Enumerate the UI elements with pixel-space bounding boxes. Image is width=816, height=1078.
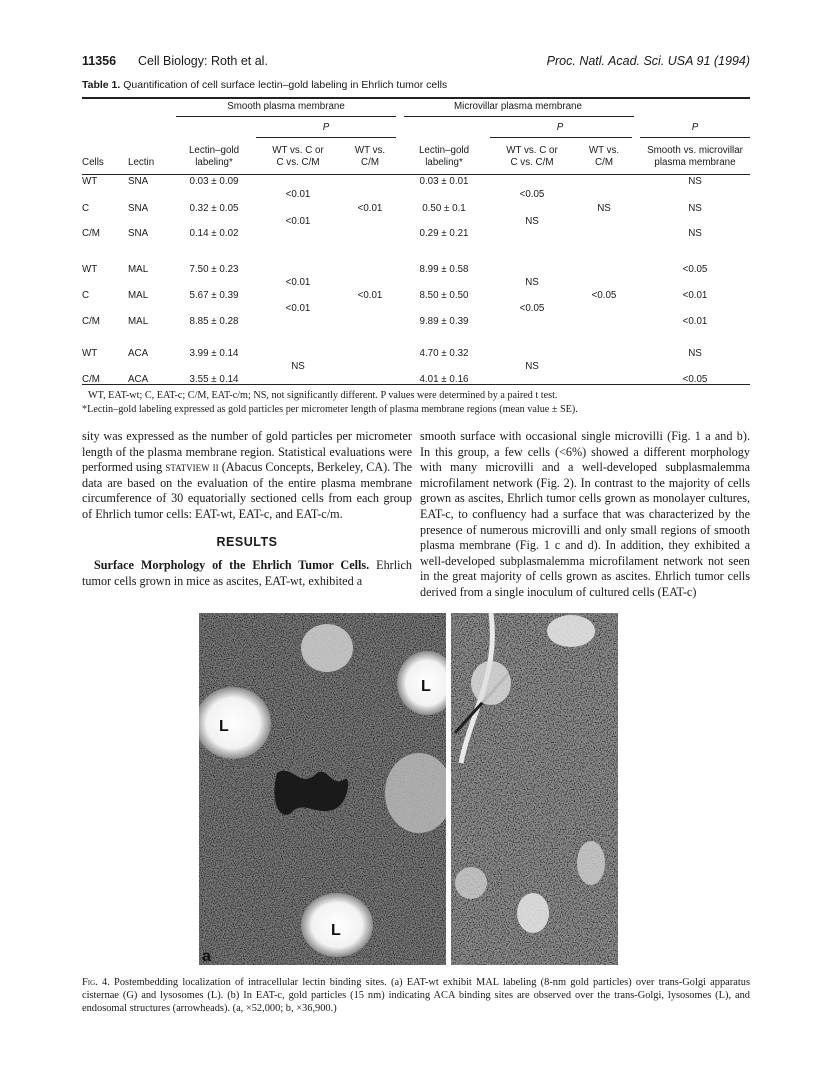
table-cell-svm: NS [688, 348, 702, 359]
page-number: 11356 [82, 54, 117, 68]
running-header [82, 54, 750, 70]
table-cell-smooth: 3.99 ± 0.14 [189, 348, 239, 359]
table-cell-micro: 0.50 ± 0.1 [422, 203, 466, 214]
p-header-smooth: P [322, 122, 330, 133]
col-wtc-header-micro: WT vs. C or C vs. C/M [506, 145, 558, 168]
table-cell-svm: <0.05 [682, 264, 708, 275]
col-svm-header: Smooth vs. microvillar plasma membrane [647, 145, 743, 168]
col-lectin-header: Lectin [128, 157, 155, 168]
p-value: <0.05 [591, 290, 617, 301]
results-paragraph: Surface Morphology of the Ehrlich Tumor Cells. Ehrlich tumor cells grown in mice as ascites, EAT-wt, exhibited a [82, 558, 412, 588]
p-value: <0.01 [285, 216, 311, 227]
p-rule-micro [490, 137, 632, 138]
p-value: <0.05 [519, 189, 545, 200]
col-wtc-header-smooth: WT vs. C or C vs. C/M [272, 145, 324, 168]
table-cell-smooth: 8.85 ± 0.28 [189, 316, 239, 327]
lysosome-label: L [421, 678, 431, 695]
p-value: NS [525, 216, 539, 227]
figure-label: Fig. 4. [82, 977, 110, 988]
group-microvillar-rule [404, 116, 634, 117]
table-cell-smooth: 0.14 ± 0.02 [189, 228, 239, 239]
lysosome-shape [547, 615, 595, 647]
table-title: Quantification of cell surface lectin–gold labeling in Ehrlich tumor cells [123, 79, 448, 91]
figure-panel-b [451, 613, 618, 965]
p-value: NS [597, 203, 611, 214]
p-value: <0.01 [357, 290, 383, 301]
p-value: NS [525, 277, 539, 288]
table-footnote-abbrev: WT, EAT-wt; C, EAT-c; C/M, EAT-c/m; NS, not significantly different. P values were determined by a paired t test. [88, 390, 558, 401]
p-value: <0.01 [285, 303, 311, 314]
p-header-svm: P [691, 122, 699, 133]
p-value: NS [291, 361, 305, 372]
table-cell-micro: 4.70 ± 0.32 [419, 348, 469, 359]
table-cell-svm: NS [688, 176, 702, 187]
journal-citation: Proc. Natl. Acad. Sci. USA 91 (1994) [546, 54, 750, 68]
col-wtcm-header-smooth: WT vs. C/M [354, 145, 386, 168]
panel-letter: a [202, 948, 211, 965]
p-value: <0.01 [357, 203, 383, 214]
table-cell-svm: NS [688, 203, 702, 214]
table-cell-lectin: SNA [128, 228, 149, 239]
figure-caption-text: Postembedding localization of intracellular lectin binding sites. (a) EAT-wt exhibit MAL labeling (8-nm gold particles) over trans-Golgi apparatus cisternae (G) and lysosomes (L). (b) In EAT-c, gold particles (15 nm) indicating ACA binding sites are observed over the trans-Golgi, lysosomes (L), and endosomal structures (arrowheads). (a, ×52,000; b, ×36,900.) [82, 977, 750, 1014]
micrograph-a [199, 613, 446, 965]
table-cell-lectin: MAL [128, 316, 149, 327]
results-heading: RESULTS [216, 534, 278, 549]
table-cell-micro: 8.50 ± 0.50 [419, 290, 469, 301]
table-cell-cells: C/M [82, 228, 100, 239]
software-name: statview ii [165, 460, 219, 475]
subsection-heading: Surface Morphology of the Ehrlich Tumor Cells. [94, 558, 370, 573]
group-microvillar-heading: Microvillar plasma membrane [454, 101, 582, 112]
table-cell-svm: <0.01 [682, 290, 708, 301]
p-value: <0.01 [285, 277, 311, 288]
p-rule-svm [640, 137, 750, 138]
table-cell-micro: 9.89 ± 0.39 [419, 316, 469, 327]
table-cell-micro: 0.29 ± 0.21 [419, 228, 469, 239]
table-cell-smooth: 5.67 ± 0.39 [189, 290, 239, 301]
section-title: Cell Biology: Roth et al. [138, 54, 268, 68]
group-smooth-rule [176, 116, 396, 117]
table-cell-micro: 8.99 ± 0.58 [419, 264, 469, 275]
micrograph-b [451, 613, 618, 965]
table-cell-svm: <0.01 [682, 316, 708, 327]
table-cell-cells: C/M [82, 374, 100, 385]
table-cell-lectin: MAL [128, 290, 149, 301]
col-cells-header: Cells [82, 157, 104, 168]
table-cell-lectin: ACA [128, 374, 149, 385]
col-labeling-header-smooth: Lectin–gold labeling* [188, 145, 240, 168]
figure-panel-a [199, 613, 446, 965]
table-cell-cells: WT [82, 264, 98, 275]
body-column-right [420, 429, 750, 601]
results-paragraph-continued: smooth surface with occasional single microvilli (Fig. 1 a and b). In this group, a few cells (<6%) showed a different morphology with many microvilli and a well-developed subplasmalemma microfilament network (Fig. 2). In contrast to the majority of cells grown as ascites, Ehrlich tumor cells grown as monolayer cultures, EAT-c, to confluency had a surface that was characterized by the presence of numerous microvilli and only small regions of smooth plasma membrane (Fig. 1 c and d). In addition, they exhibited a well-developed subplasmalemma microfilament network not seen in the great majority of cells grown as ascites. Ehrlich tumor cells derived from a single inoculum of cultured cells (EAT-c) [420, 429, 750, 599]
table-cell-svm: <0.05 [682, 374, 708, 385]
table-cell-micro: 4.01 ± 0.16 [419, 374, 469, 385]
table-cell-cells: WT [82, 176, 98, 187]
body-column-left [82, 429, 412, 589]
table-cell-micro: 0.03 ± 0.01 [419, 176, 469, 187]
table-caption [82, 79, 447, 91]
table-cell-smooth: 3.55 ± 0.14 [189, 374, 239, 385]
table-cell-cells: C [82, 203, 90, 214]
col-labeling-header-micro: Lectin–gold labeling* [418, 145, 470, 168]
figure-caption [82, 976, 750, 1015]
table-cell-lectin: SNA [128, 176, 149, 187]
table-cell-lectin: SNA [128, 203, 149, 214]
table-cell-smooth: 0.32 ± 0.05 [189, 203, 239, 214]
table-cell-cells: C/M [82, 316, 100, 327]
table-cell-svm: NS [688, 228, 702, 239]
table-top-rule [82, 97, 750, 99]
table-cell-lectin: MAL [128, 264, 149, 275]
table-cell-lectin: ACA [128, 348, 149, 359]
p-rule-smooth [256, 137, 396, 138]
table-cell-smooth: 0.03 ± 0.09 [189, 176, 239, 187]
col-wtcm-header-micro: WT vs. C/M [588, 145, 620, 168]
p-value: <0.05 [519, 303, 545, 314]
table-cell-cells: C [82, 290, 90, 301]
lysosome-label: L [331, 922, 341, 939]
table-cell-smooth: 7.50 ± 0.23 [189, 264, 239, 275]
p-value: NS [525, 361, 539, 372]
table-cell-cells: WT [82, 348, 98, 359]
table-header-rule [82, 174, 750, 175]
methods-paragraph: sity was expressed as the number of gold particles per micrometer length of the plasma membrane region. Statistical evaluations were performed using statview ii (Abacus Concepts, Berkeley, CA). The data are based on the evaluation of the entire plasma membrane circumference of 30 equatorially sectioned cells from each group of Ehrlich tumor cells: EAT-wt, EAT-c, and EAT-c/m. [82, 429, 413, 521]
p-header-micro: P [556, 122, 564, 133]
p-value: <0.01 [285, 189, 311, 200]
table-label: Table 1. [82, 79, 121, 91]
lysosome-label: L [219, 718, 229, 735]
table-footnote-labeling: *Lectin–gold labeling expressed as gold particles per micrometer length of plasma membrane regions (mean value ± SE). [82, 404, 578, 415]
group-smooth-heading: Smooth plasma membrane [227, 101, 345, 112]
